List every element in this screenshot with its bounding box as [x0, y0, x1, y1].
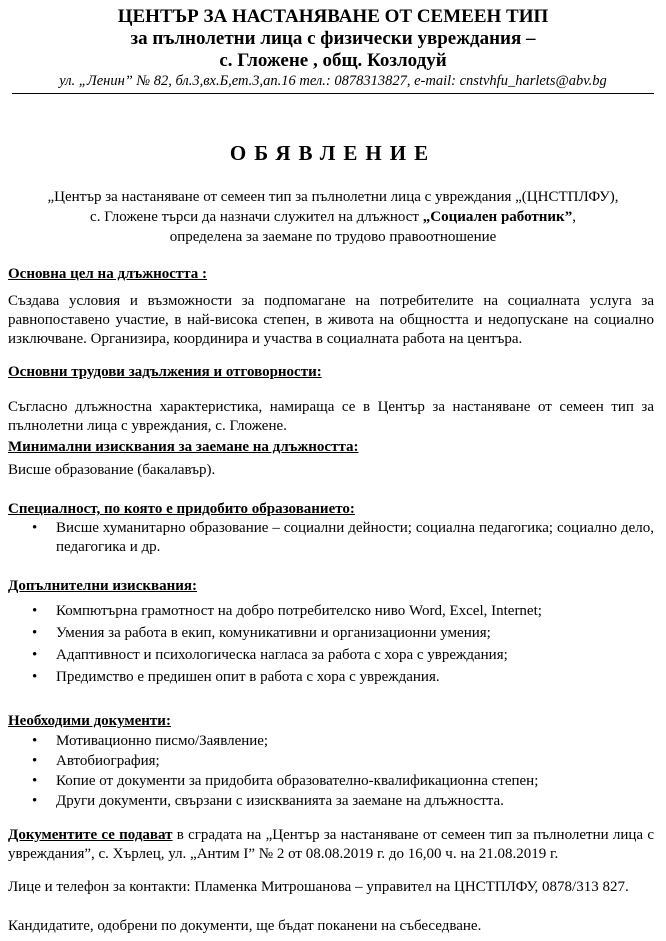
list-item: • Копие от документи за придобита образователно-квалификационна степен; — [32, 773, 539, 789]
specialty-list — [8, 519, 654, 557]
contact-line: Лице и телефон за контакти: Пламенка Митрошанова – управител на ЦНСТПЛФУ, 0878/313 827. — [8, 879, 629, 895]
list-item: • Предимство е предишен опит в работа с хора с увреждания. — [32, 669, 440, 685]
org-name-line2: за пълнолетни лица с физически увреждания – — [130, 28, 536, 49]
intro-line1: „Център за настаняване от семеен тип за пълнолетни лица с увреждания „(ЦНСТПЛФУ), — [47, 189, 619, 205]
documents-list — [8, 732, 654, 811]
section-heading-purpose: Основна цел на длъжността : — [8, 266, 208, 282]
list-item: • Висше хуманитарно образование – социални дейности; социална педагогика; социално дело, педагогика и др. — [32, 520, 654, 555]
section-heading-additional: Допълнителни изисквания: — [8, 578, 197, 594]
section-heading-documents: Необходими документи: — [8, 713, 171, 729]
section-minimum-text: Висше образование (бакалавър). — [8, 462, 216, 478]
position-name: „Социален работник” — [422, 209, 573, 225]
section-heading-minimum: Минимални изисквания за заемане на длъжността: — [8, 439, 359, 455]
list-item: • Адаптивност и психологическа нагласа за работа с хора с увреждания; — [32, 647, 508, 663]
submission-paragraph — [8, 826, 654, 864]
org-location: с. Гложене , общ. Козлодуй — [219, 50, 447, 71]
header-divider — [12, 93, 654, 94]
list-item: • Автобиография; — [32, 753, 160, 769]
bullet-icon: • — [32, 733, 38, 749]
intro-line2-after: , — [572, 209, 576, 225]
bullet-icon: • — [32, 773, 38, 789]
list-item: • Други документи, свързани с изискванията за заемане на длъжността. — [32, 793, 504, 809]
bullet-icon: • — [32, 625, 38, 641]
bullet-icon: • — [32, 520, 38, 536]
bullet-icon: • — [32, 603, 38, 619]
bullet-icon: • — [32, 753, 38, 769]
section-purpose-text: Създава условия и възможности за подпомагане на потребителите на социалната услуга за равнопоставено участие, в най-висока степен, в живота на общността и недопускане на социално изключване. Организира, координира и участва в социалната работа на центъра. — [8, 293, 654, 347]
page-title: ОБЯВЛЕНИЕ — [229, 141, 437, 165]
section-duties-text: Съгласно длъжностна характеристика, намираща се в Център за настаняване от семеен тип за пълнолетни лица с увреждания, с. Гложене. — [8, 399, 654, 434]
section-heading-duties: Основни трудови задължения и отговорности: — [8, 364, 322, 380]
list-item: • Мотивационно писмо/Заявление; — [32, 733, 269, 749]
intro-line2 — [12, 207, 654, 227]
bullet-icon: • — [32, 793, 38, 809]
submission-text: в сградата на „Център за настаняване от семеен тип за пълнолетни лица с увреждания”, с. Хърлец, ул. „Антим I” № 2 от 08.08.2019 г. до 16,00 ч. на 21.08.2019 г. — [8, 827, 655, 862]
submission-lead: Документите се подават — [8, 827, 173, 843]
intro-line3: определена за заемане по трудово правоотношение — [169, 229, 497, 245]
org-name-line1: ЦЕНТЪР ЗА НАСТАНЯВАНЕ ОТ СЕМЕЕН ТИП — [117, 6, 549, 27]
bullet-icon: • — [32, 647, 38, 663]
list-item: • Умения за работа в екип, комуникативни и организационни умения; — [32, 625, 491, 641]
list-item: • Компютърна грамотност на добро потребителско ниво Word, Excel, Internet; — [32, 603, 542, 619]
additional-list — [8, 602, 654, 687]
intro-line2-before: с. Гложене търси да назначи служител на длъжност — [90, 209, 423, 225]
closing-line: Кандидатите, одобрени по документи, ще бъдат поканени на събеседване. — [8, 918, 482, 934]
org-address: ул. „Ленин” № 82, бл.3,вх.Б,ет.3,ап.16 тел.: 0878313827, e-mail: cnstvhfu_harlets@abv.bg — [59, 73, 607, 89]
intro-paragraph — [12, 187, 654, 247]
bullet-icon: • — [32, 669, 38, 685]
section-heading-specialty: Специалност, по която е придобито образованието: — [8, 501, 355, 517]
